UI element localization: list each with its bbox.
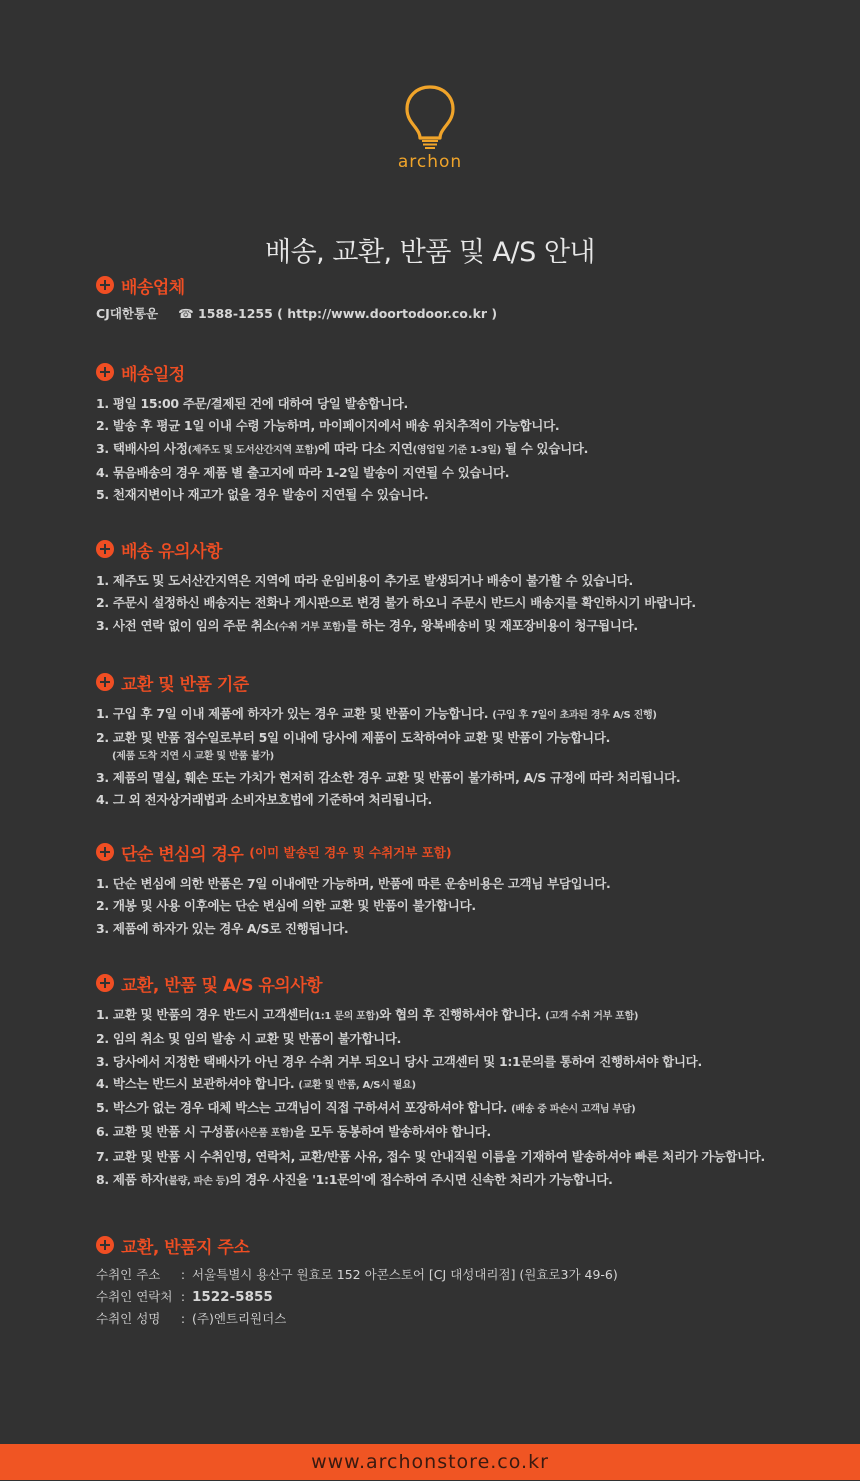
section-delivery-schedule [96,359,786,506]
brand-logo [0,84,860,172]
item-list [96,703,786,811]
plus-circle-icon [96,974,114,992]
list-item: 5. 천재지변이나 재고가 없을 경우 발송이 지연될 수 있습니다. [96,487,429,503]
section-title: 교환, 반품 및 A/S 유의사항 [121,975,323,996]
section-title: 교환, 반품지 주소 [121,1237,250,1258]
section-simple-change [96,839,786,940]
section-return-address [96,1232,786,1330]
carrier-info [96,304,786,322]
list-item: 3. 제품의 멸실, 훼손 또는 가치가 현저히 감소한 경우 교환 및 반품이 불가하며, A/S 규정에 따라 처리됩니다. [96,769,681,785]
item-text: 의 경우 사진을 '1:1문의'에 접수하여 주시면 신속한 처리가 가능합니다. [229,1171,613,1187]
address-value: 서울특별시 용산구 원효로 152 아콘스토어 [CJ 대성대리점] (원효로3가 49-6) [192,1267,618,1282]
item-list [96,393,786,506]
item-subnote: (제품 도착 지연 시 교환 및 반품 불가) [112,750,274,762]
item-text: 3. 택배사의 사정 [96,440,188,456]
list-item: 2. 발송 후 평균 1일 이내 수령 가능하며, 마이페이지에서 배송 위치추적이 가능합니다. [96,418,560,434]
list-item: 1. 제주도 및 도서산간지역은 지역에 따라 운임비용이 추가로 발생되거나 배송이 불가할 수 있습니다. [96,573,633,588]
list-item: 2. 개봉 및 사용 이후에는 단순 변심에 의한 교환 및 반품이 불가합니다. [96,898,476,914]
item-note: (사은품 포함) [235,1128,294,1140]
address-label: 수취인 주소 [96,1267,161,1282]
list-item [96,727,786,762]
address-row [96,1286,786,1308]
list-item: 1. 평일 15:00 주문/결제된 건에 대하여 당일 발송합니다. [96,396,408,411]
address-rows [96,1264,786,1330]
item-text: 5. 박스가 없는 경우 대체 박스는 고객님이 직접 구하셔서 포장하셔야 합니다. [96,1100,512,1116]
plus-circle-icon [96,540,114,558]
list-item [96,615,786,639]
item-text: 1. 구입 후 7일 이내 제품에 하자가 있는 경우 교환 및 반품이 가능합니다. [96,706,493,721]
list-item [96,438,786,462]
item-list [96,570,786,639]
list-item: 4. 그 외 전자상거래법과 소비자보호법에 기준하여 처리됩니다. [96,791,432,807]
item-text: 를 하는 경우, 왕복배송비 및 재포장비용이 청구됩니다. [345,617,638,633]
lightbulb-icon [404,84,456,150]
colon-separator: : [180,1267,186,1282]
section-title: 교환 및 반품 기준 [121,674,249,695]
list-item [96,1073,786,1097]
list-item [96,1097,786,1121]
plus-circle-icon [96,363,114,381]
item-text: 4. 박스는 반드시 보관하셔야 합니다. [96,1075,299,1091]
item-note: (영업일 기준 1-3일) [412,444,501,456]
item-text: 6. 교환 및 반품 시 구성품 [96,1124,236,1140]
address-label: 수취인 연락처 [96,1289,173,1304]
section-as-notes [96,970,786,1193]
address-row [96,1308,786,1330]
plus-circle-icon [96,276,114,294]
item-text: 1. 교환 및 반품의 경우 반드시 고객센터 [96,1007,310,1022]
item-note: (불량, 파손 등) [164,1175,230,1187]
item-note: (1:1 문의 포함) [309,1011,380,1022]
list-item: 2. 임의 취소 및 임의 발송 시 교환 및 반품이 불가합니다. [96,1031,402,1047]
section-subtitle: (이미 발송된 경우 및 수취거부 포함) [249,845,452,860]
list-item: 7. 교환 및 반품 시 수취인명, 연락처, 교환/반품 사유, 접수 및 안내직원 이름을 기재하여 발송하셔야 빠른 처리가 가능합니다. [96,1148,765,1164]
item-text: 될 수 있습니다. [500,440,589,456]
address-value: 1522-5855 [192,1289,273,1305]
item-note: (구입 후 7일이 초과된 경우 A/S 진행) [492,710,657,721]
item-text: 2. 교환 및 반품 접수일로부터 5일 이내에 당사에 제품이 도착하여야 교환 및 반품이 가능합니다. [96,730,611,746]
plus-circle-icon [96,843,114,861]
address-row [96,1264,786,1286]
plus-circle-icon [96,673,114,691]
item-note: (고객 수취 거부 포함) [545,1011,639,1022]
plus-circle-icon [96,1236,114,1254]
colon-separator: : [180,1289,186,1304]
item-text: 을 모두 동봉하여 발송하셔야 합니다. [293,1124,491,1140]
list-item [96,1121,786,1145]
address-label: 수취인 성명 [96,1311,161,1326]
list-item: 3. 제품에 하자가 있는 경우 A/S로 진행됩니다. [96,920,349,936]
section-delivery-notes [96,536,786,639]
item-note: (수취 거부 포함) [274,621,346,633]
footer-url[interactable]: www.archonstore.co.kr [311,1451,549,1473]
item-note: (교환 및 반품, A/S시 필요) [298,1079,416,1091]
section-title: 배송업체 [121,277,185,298]
item-text: 에 따라 다소 지연 [318,440,413,456]
item-text: 와 협의 후 진행하셔야 합니다. [379,1007,546,1022]
item-note: (제주도 및 도서산간지역 포함) [187,444,319,456]
list-item [96,1004,786,1028]
section-exchange-criteria [96,669,786,811]
item-text: 3. 사전 연락 없이 임의 주문 취소 [96,617,275,633]
section-delivery-company [96,272,786,322]
list-item [96,703,786,727]
list-item: 3. 당사에서 지정한 택배사가 아닌 경우 수취 거부 되오니 당사 고객센터 및 1:1문의를 통하여 진행하셔야 합니다. [96,1053,702,1069]
section-title: 단순 변심의 경우 [121,844,244,865]
list-item [96,1169,786,1193]
footer-bar [0,1444,860,1480]
list-item: 4. 묶음배송의 경우 제품 별 출고지에 따라 1-2일 발송이 지연될 수 있습니다. [96,464,510,480]
section-title: 배송일정 [121,364,185,385]
list-item: 2. 주문시 설정하신 배송지는 전화나 게시판으로 변경 불가 하오니 주문시 반드시 배송지를 확인하시기 바랍니다. [96,595,696,611]
colon-separator: : [180,1311,186,1326]
address-value: (주)엔트리원더스 [192,1311,287,1326]
section-title: 배송 유의사항 [121,541,222,562]
item-list [96,873,786,940]
item-note: (배송 중 파손시 고객님 부담) [511,1104,636,1116]
item-list [96,1004,786,1193]
carrier-name: CJ대한통운 [96,306,159,321]
item-text: 8. 제품 하자 [96,1171,165,1187]
logo-text: archon [397,152,463,172]
carrier-phone: ☎ 1588-1255 ( http://www.doortodoor.co.kr ) [178,306,498,321]
list-item: 1. 단순 변심에 의한 반품은 7일 이내에만 가능하며, 반품에 따른 운송비용은 고객님 부담입니다. [96,876,611,891]
page-title: 배송, 교환, 반품 및 A/S 안내 [264,237,596,269]
